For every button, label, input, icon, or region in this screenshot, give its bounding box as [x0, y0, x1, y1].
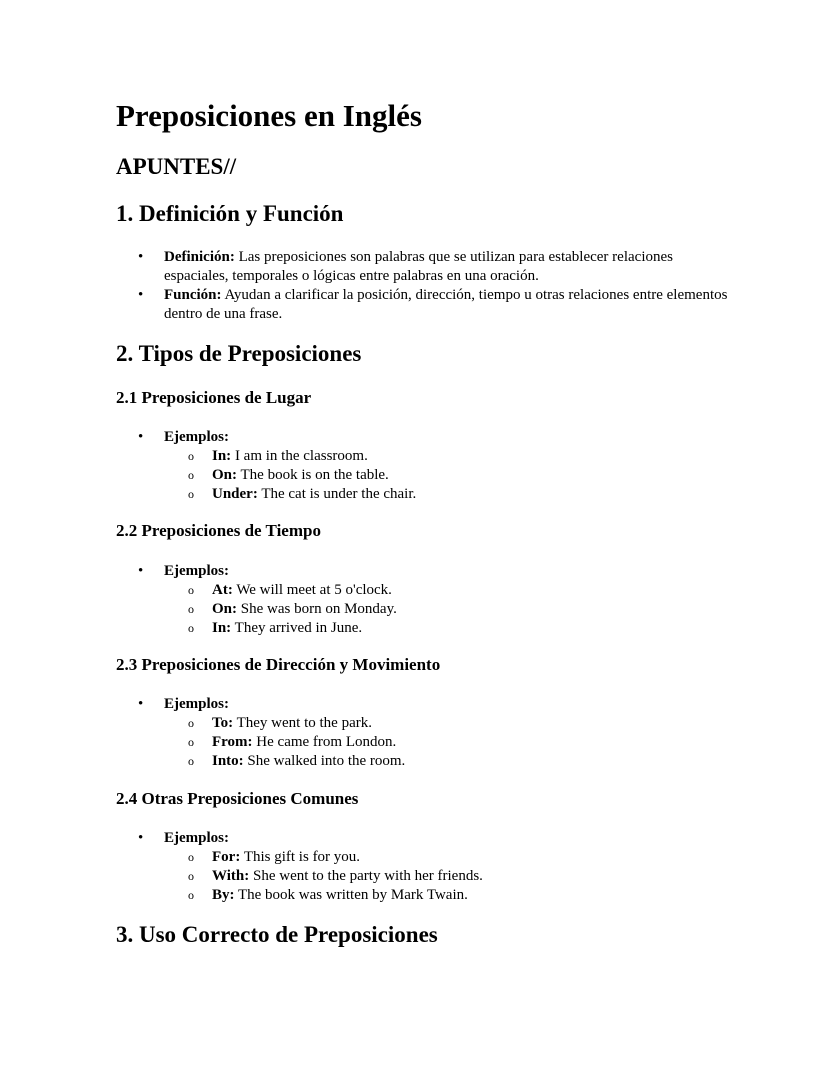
- example-text: We will meet at 5 o'clock.: [236, 582, 392, 598]
- example-item: [212, 447, 368, 466]
- example-text: She walked into the room.: [247, 753, 406, 769]
- example-item: [212, 848, 360, 867]
- example-term: At:: [212, 582, 233, 598]
- function-item: [164, 286, 736, 324]
- bullet-disc: •: [138, 696, 144, 712]
- examples-label: Ejemplos:: [164, 429, 229, 445]
- example-item: [212, 619, 362, 638]
- example-item: [212, 581, 392, 600]
- example-text: She was born on Monday.: [240, 601, 397, 617]
- example-term: For:: [212, 849, 241, 865]
- bullet-circle: o: [188, 468, 194, 482]
- example-text: I am in the classroom.: [234, 448, 368, 464]
- example-term: With:: [212, 868, 250, 884]
- notes-subtitle: APUNTES//: [116, 154, 237, 179]
- bullet-circle: o: [188, 602, 194, 616]
- example-text: He came from London.: [256, 734, 397, 750]
- example-item: [212, 733, 396, 752]
- example-term: Under:: [212, 486, 258, 502]
- bullet-disc: •: [138, 429, 144, 445]
- example-text: This gift is for you.: [243, 849, 361, 865]
- example-term: Into:: [212, 753, 244, 769]
- example-text: The book is on the table.: [240, 467, 389, 483]
- examples-label: Ejemplos:: [164, 830, 229, 846]
- page-title: Preposiciones en Inglés: [116, 98, 422, 133]
- bullet-circle: o: [188, 754, 194, 768]
- bullet-circle: o: [188, 449, 194, 463]
- examples-label: Ejemplos:: [164, 696, 229, 712]
- example-item: [212, 466, 389, 485]
- subsection-heading-2-1: 2.1 Preposiciones de Lugar: [116, 388, 312, 407]
- bullet-disc: •: [138, 249, 144, 265]
- example-term: In:: [212, 620, 232, 636]
- example-text: The book was written by Mark Twain.: [237, 887, 468, 903]
- section-heading-3: 3. Uso Correcto de Preposiciones: [116, 922, 438, 947]
- section-heading-2: 2. Tipos de Preposiciones: [116, 341, 362, 366]
- bullet-disc: •: [138, 287, 144, 303]
- example-text: She went to the party with her friends.: [252, 868, 483, 884]
- example-item: [212, 752, 405, 771]
- example-item: [212, 600, 397, 619]
- bullet-circle: o: [188, 621, 194, 635]
- examples-label: Ejemplos:: [164, 563, 229, 579]
- example-text: They arrived in June.: [234, 620, 363, 636]
- example-term: To:: [212, 715, 234, 731]
- bullet-circle: o: [188, 487, 194, 501]
- subsection-heading-2-2: 2.2 Preposiciones de Tiempo: [116, 521, 321, 540]
- definition-term: Definición:: [164, 249, 235, 265]
- bullet-circle: o: [188, 583, 194, 597]
- example-term: From:: [212, 734, 253, 750]
- example-text: The cat is under the chair.: [261, 486, 417, 502]
- bullet-circle: o: [188, 716, 194, 730]
- subsection-heading-2-4: 2.4 Otras Preposiciones Comunes: [116, 789, 359, 808]
- function-term: Función:: [164, 287, 222, 303]
- bullet-circle: o: [188, 850, 194, 864]
- example-term: On:: [212, 467, 238, 483]
- bullet-circle: o: [188, 888, 194, 902]
- bullet-disc: •: [138, 830, 144, 846]
- example-text: They went to the park.: [236, 715, 372, 731]
- example-term: In:: [212, 448, 232, 464]
- example-term: By:: [212, 887, 235, 903]
- example-item: [212, 867, 483, 886]
- function-text: Ayudan a clarificar la posición, dirección, tiempo u otras relaciones entre elementos dentro de una frase.: [164, 287, 728, 322]
- section-heading-1: 1. Definición y Función: [116, 201, 344, 226]
- bullet-circle: o: [188, 869, 194, 883]
- subsection-heading-2-3: 2.3 Preposiciones de Dirección y Movimiento: [116, 655, 441, 674]
- example-term: On:: [212, 601, 238, 617]
- bullet-disc: •: [138, 563, 144, 579]
- definition-text: Las preposiciones son palabras que se utilizan para establecer relaciones espaciales, temporales o lógicas entre palabras en una oración.: [164, 249, 673, 284]
- bullet-circle: o: [188, 735, 194, 749]
- example-item: [212, 714, 372, 733]
- example-item: [212, 485, 416, 504]
- definition-item: [164, 248, 736, 286]
- example-item: [212, 886, 468, 905]
